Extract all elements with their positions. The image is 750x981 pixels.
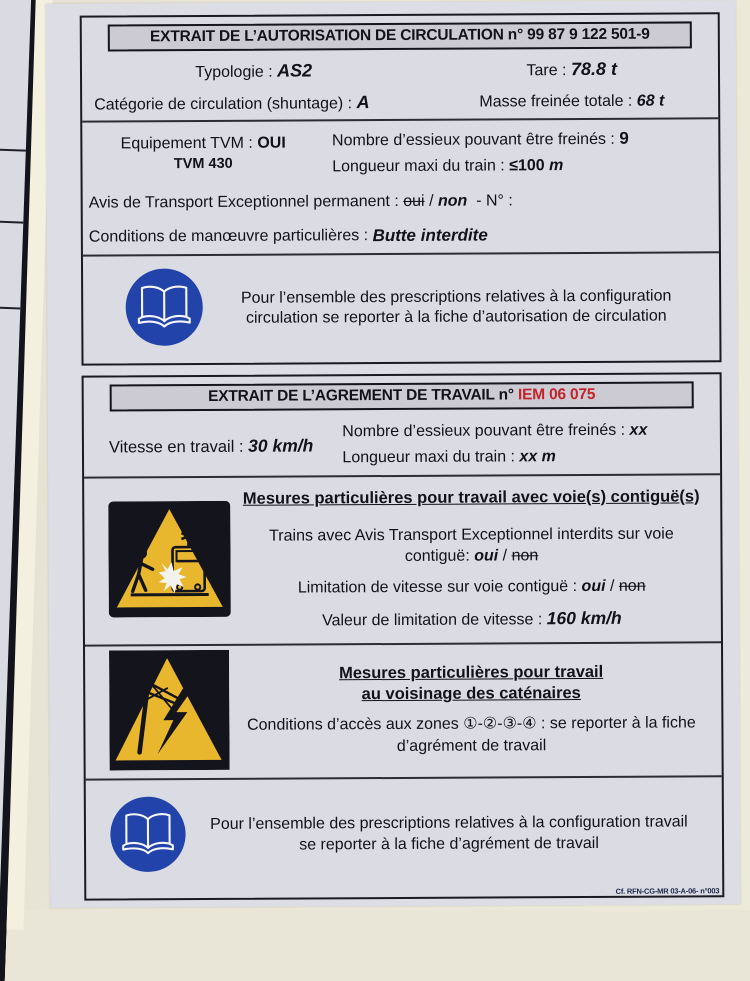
masse-freinee-value: 68 t [637, 92, 665, 109]
open-book-mandatory-icon [123, 266, 205, 353]
limitation-option-non: non [619, 578, 646, 595]
travail-title-prefix: EXTRAIT DE L’AGREMENT DE TRAVAIL n° [208, 386, 514, 405]
travail-title-number: IEM 06 075 [518, 386, 595, 403]
manoeuvre-label: Conditions de manœuvre particulières : [89, 227, 368, 246]
longueur-maxi-label: Longueur maxi du train : [332, 157, 505, 175]
circulation-book-note: Pour l’ensemble des prescriptions relatives à la configuration circulation se reporter à la fiche d’autorisation de circulation [205, 286, 719, 330]
voie-contigue-title: Mesures particulières pour travail avec voie(s) contiguë(s) [243, 487, 700, 508]
valeur-limitation-value: 160 km/h [547, 607, 622, 627]
categorie-value: A [356, 92, 369, 112]
travail-header-wrap [84, 374, 720, 416]
avis-option-non: non [438, 192, 467, 210]
travail-book-row [86, 777, 723, 892]
adjacent-placard-divider [0, 144, 26, 151]
ate-option-oui: oui [474, 548, 498, 565]
travail-limits-row [84, 413, 720, 476]
tvm-value: OUI [257, 134, 286, 151]
travail-longueur-value: xx [519, 448, 537, 465]
vitesse-travail-label: Vitesse en travail : [109, 437, 244, 456]
tvm-field [82, 133, 324, 174]
travail-essieux-label: Nombre d’essieux pouvant être freinés : [342, 422, 625, 440]
valeur-limitation-label: Valeur de limitation de vitesse : [322, 611, 542, 629]
travail-longueur-label: Longueur maxi du train : [342, 448, 515, 466]
worker-train-collision-warning-icon [108, 500, 231, 622]
circulation-placard [80, 12, 722, 365]
travail-book-note: Pour l’ensemble des prescriptions relatives à la configuration travail se reporter à la fiche d’agrément de travail [188, 812, 722, 856]
document-reference: Cf. RFN-CG-MR 03-A-06- n°003 [616, 886, 720, 896]
longueur-maxi-field [332, 156, 718, 176]
catenaires-section [85, 643, 722, 778]
zones-access-note: Conditions d’accès aux zones ①-②-③-④ : se reporter à la fiche d’agrément de travail [235, 713, 707, 759]
tare-value: 78.8 t [571, 59, 617, 79]
avis-transport-field [83, 183, 719, 220]
travail-essieux-value: xx [629, 422, 647, 439]
limitation-option-oui: oui [581, 578, 605, 595]
circulation-title: EXTRAIT DE L’AUTORISATION DE CIRCULATION n° 99 87 9 122 501-9 [108, 21, 692, 51]
avis-option-oui: oui [403, 192, 424, 210]
manoeuvre-field [83, 217, 719, 254]
travail-essieux-field [342, 421, 720, 441]
circulation-header-wrap [82, 14, 718, 56]
ate-separator: / [503, 548, 508, 565]
tvm-label: Equipement TVM : [121, 134, 253, 152]
catenaires-title-line1: Mesures particulières pour travail [339, 663, 603, 683]
typologie-value: AS2 [277, 61, 312, 81]
open-book-mandatory-icon [108, 794, 188, 879]
categorie-label: Catégorie de circulation (shuntage) : [94, 95, 352, 113]
limitation-vitesse-label: Limitation de vitesse sur voie contiguë : [298, 578, 577, 596]
manoeuvre-value: Butte interdite [372, 225, 487, 246]
circulation-equipment-row [82, 119, 719, 254]
essieux-freines-label: Nombre d’essieux pouvant être freinés : [332, 130, 615, 148]
circulation-book-row [83, 253, 720, 364]
typologie-label: Typologie : [195, 64, 272, 81]
travail-title [110, 381, 694, 411]
valeur-limitation-field [322, 606, 622, 631]
tvm-model: TVM 430 [174, 155, 233, 171]
tare-field [425, 59, 718, 82]
avis-numero-label: - N° : [476, 192, 513, 210]
travail-longueur-unit: m [542, 448, 556, 465]
avis-transport-label: Avis de Transport Exceptionnel permanent : [89, 193, 399, 213]
travail-placard [82, 372, 725, 900]
limitation-separator: / [610, 578, 615, 595]
avis-separator: / [429, 192, 434, 210]
catenaires-title-line2: au voisinage des caténaires [362, 684, 581, 704]
typologie-field [82, 60, 426, 83]
tare-label: Tare : [526, 62, 566, 79]
vitesse-travail-field [84, 435, 338, 457]
longueur-maxi-value: ≤100 [509, 157, 545, 174]
circulation-identity-row [82, 53, 718, 120]
masse-freinee-field [426, 92, 719, 112]
voie-contigue-section [84, 475, 721, 644]
categorie-field [82, 92, 426, 115]
ate-interdits-label: Trains avec Avis Transport Exceptionnel interdits sur voie contiguë: [269, 525, 674, 565]
limitation-vitesse-field [298, 576, 646, 599]
travail-longueur-field [342, 447, 720, 467]
adjacent-placard-divider [0, 302, 20, 309]
ate-interdits-field [236, 523, 706, 569]
masse-freinee-label: Masse freinée totale : [479, 92, 632, 110]
longueur-maxi-unit: m [549, 157, 563, 174]
adjacent-placard-divider [0, 216, 23, 223]
essieux-freines-field [332, 128, 718, 150]
essieux-freines-value: 9 [619, 128, 629, 147]
vitesse-travail-value: 30 km/h [248, 435, 313, 455]
ate-option-non: non [512, 548, 539, 565]
electric-catenary-hazard-icon [109, 649, 230, 775]
placard-sheet [46, 0, 741, 908]
